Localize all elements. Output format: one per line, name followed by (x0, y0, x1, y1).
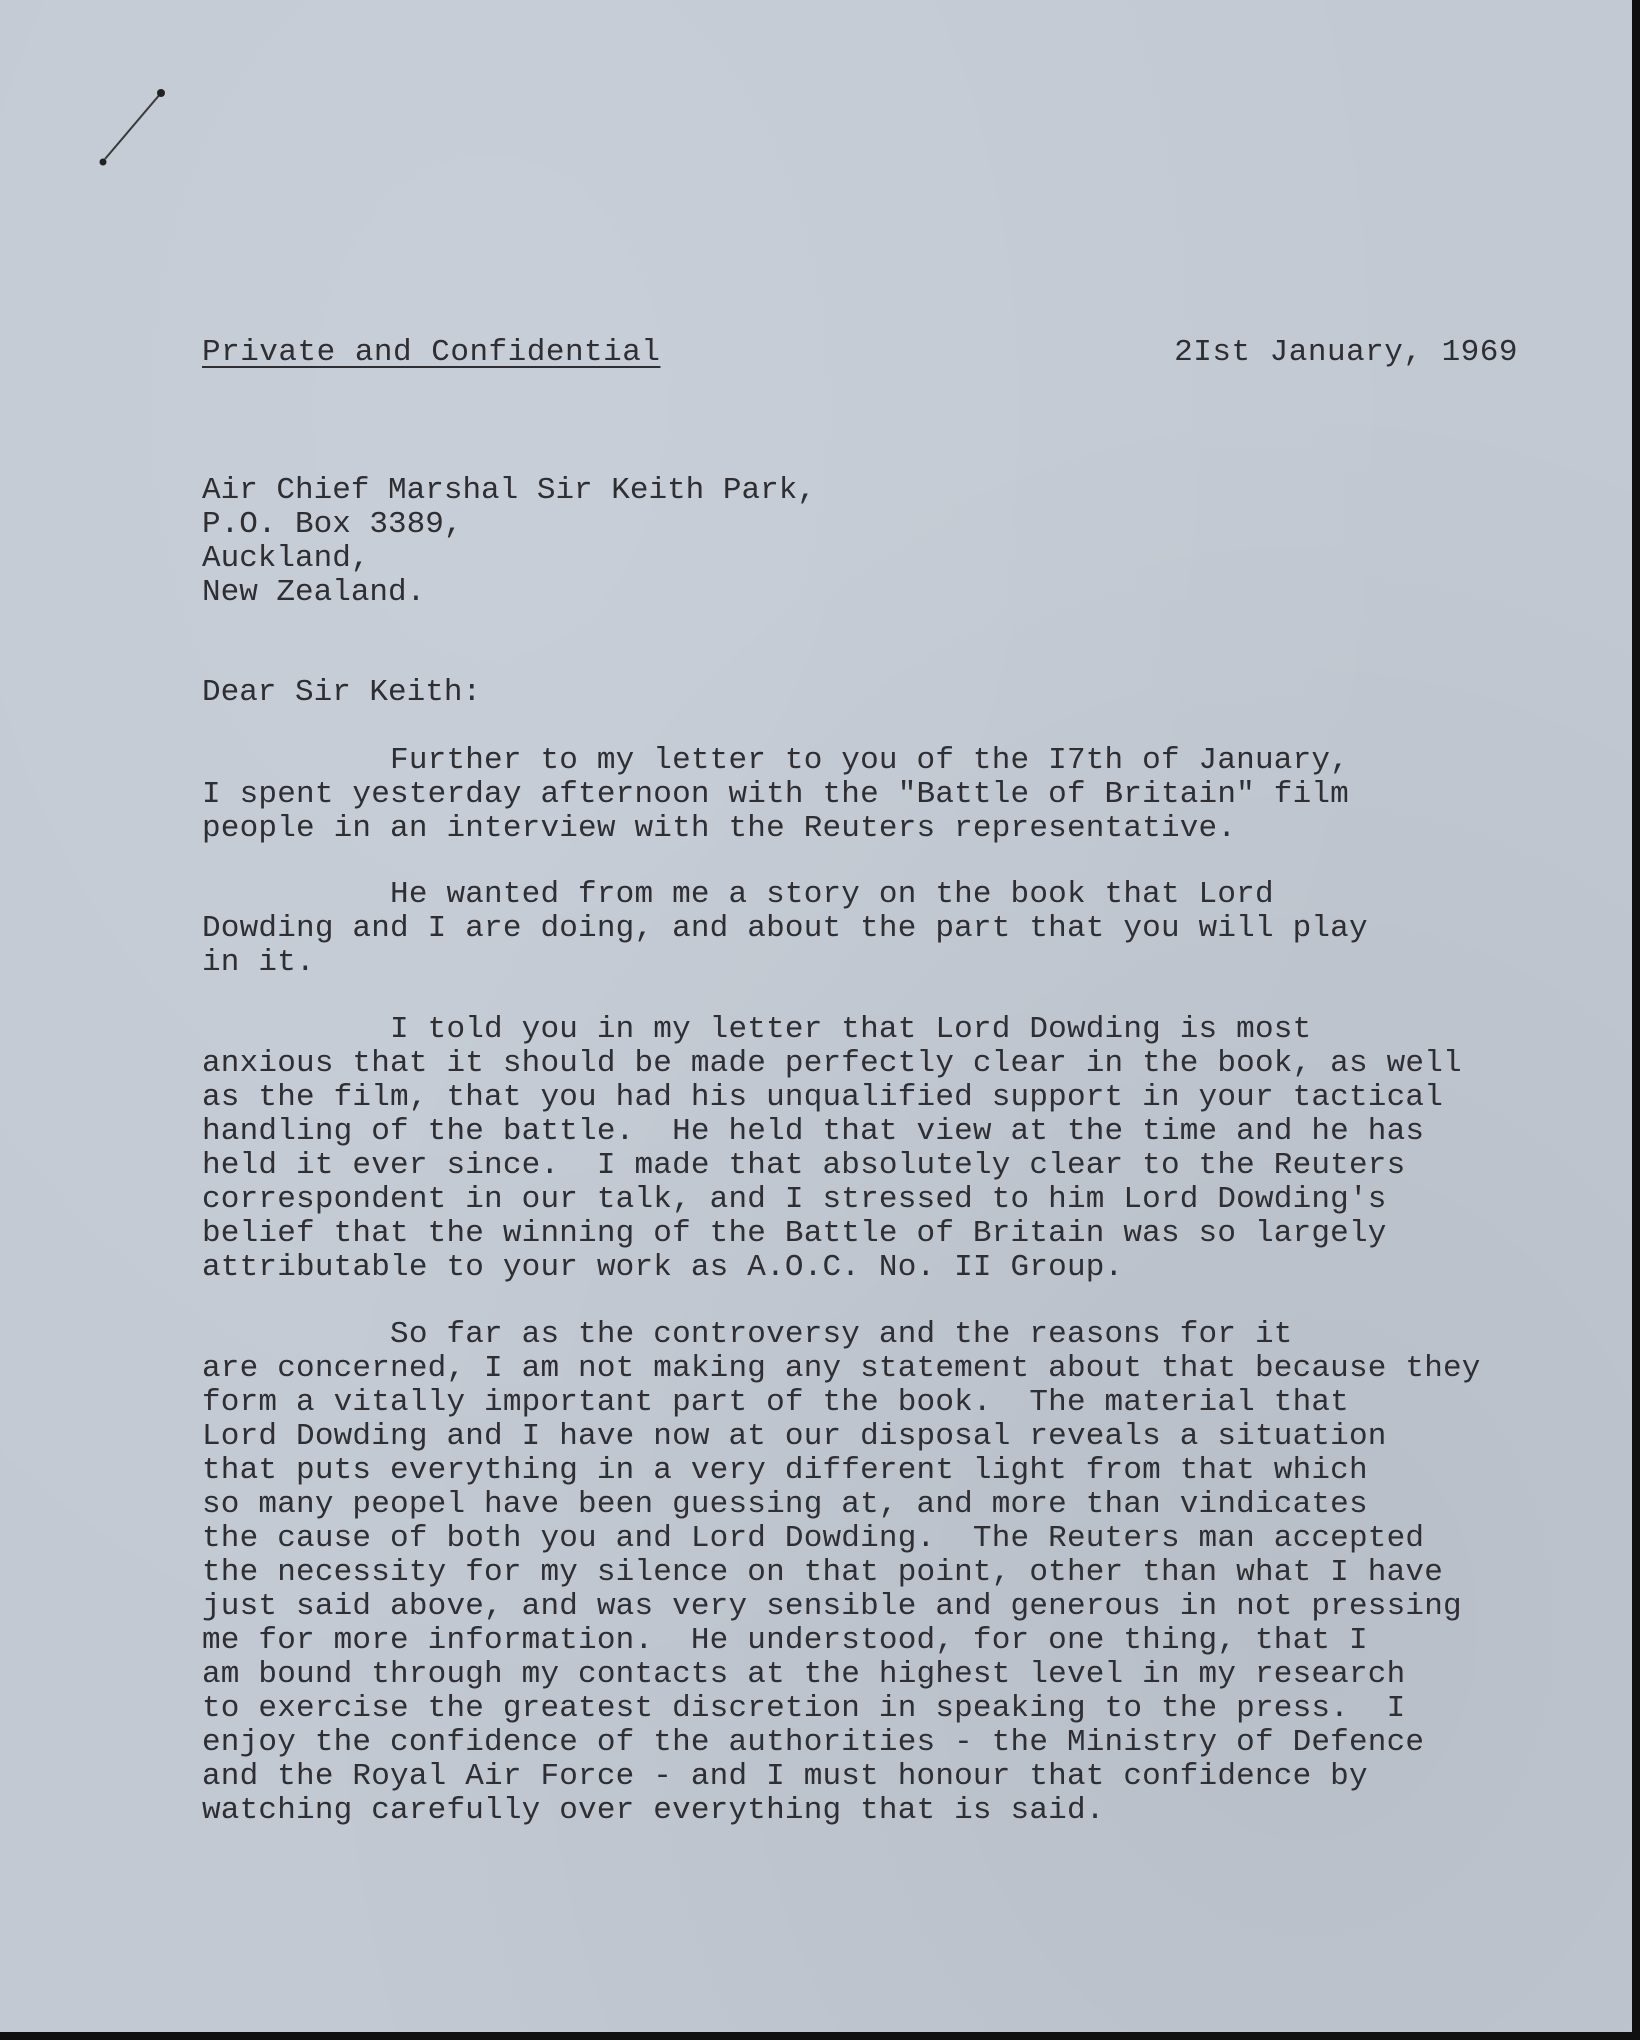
scan-edge-bottom (0, 2032, 1640, 2040)
scan-edge-right (1632, 0, 1640, 2040)
text-line: attributable to your work as A.O.C. No. II Group. (202, 1250, 1124, 1285)
text-line: in it. (202, 945, 315, 980)
text-line: the cause of both you and Lord Dowding. The Reuters man accepted (202, 1521, 1425, 1556)
text-line: handling of the battle. He held that view at the time and he has (202, 1114, 1425, 1149)
text-line: He wanted from me a story on the book that Lord (202, 877, 1274, 912)
text-line: belief that the winning of the Battle of Britain was so largely (202, 1216, 1387, 1251)
paragraph-4 (202, 1318, 1602, 1828)
text-line: Dowding and I are doing, and about the part that you will play (202, 911, 1368, 946)
text-line: to exercise the greatest discretion in speaking to the press. I (202, 1691, 1406, 1726)
text-line: So far as the controversy and the reasons for it (202, 1317, 1293, 1352)
text-line: Further to my letter to you of the I7th of January, (202, 743, 1349, 778)
text-line: held it ever since. I made that absolutely clear to the Reuters (202, 1148, 1406, 1183)
text-line: are concerned, I am not making any statement about that because they (202, 1351, 1481, 1386)
text-line: the necessity for my silence on that point, other than what I have (202, 1555, 1443, 1590)
text-line: watching carefully over everything that is said. (202, 1793, 1105, 1828)
text-line: me for more information. He understood, for one thing, that I (202, 1623, 1368, 1658)
paragraph-1 (202, 744, 1602, 846)
letter-heading (202, 336, 1518, 376)
text-line: enjoy the confidence of the authorities - the Ministry of Defence (202, 1725, 1425, 1760)
text-line: that puts everything in a very different light from that which (202, 1453, 1368, 1488)
address-line: New Zealand. (202, 575, 426, 610)
text-line: just said above, and was very sensible and generous in not pressing (202, 1589, 1462, 1624)
address-line: Auckland, (202, 541, 370, 576)
letter-date: 2Ist January, 1969 (1174, 335, 1518, 370)
paragraph-3 (202, 1013, 1602, 1285)
salutation: Dear Sir Keith: (202, 675, 482, 710)
text-line: and the Royal Air Force - and I must honour that confidence by (202, 1759, 1368, 1794)
text-line: people in an interview with the Reuters representative. (202, 811, 1237, 846)
confidential-heading: Private and Confidential (202, 335, 661, 370)
text-line: I told you in my letter that Lord Dowding is most (202, 1012, 1312, 1047)
text-line: I spent yesterday afternoon with the "Battle of Britain" film (202, 777, 1349, 812)
text-line: as the film, that you had his unqualified support in your tactical (202, 1080, 1443, 1115)
text-line: am bound through my contacts at the highest level in my research (202, 1657, 1406, 1692)
text-line: so many peopel have been guessing at, and more than vindicates (202, 1487, 1368, 1522)
text-line: anxious that it should be made perfectly clear in the book, as well (202, 1046, 1462, 1081)
paragraph-2 (202, 878, 1602, 980)
recipient-address (202, 474, 1102, 610)
text-line: correspondent in our talk, and I stressed to him Lord Dowding's (202, 1182, 1387, 1217)
text-line: form a vitally important part of the book. The material that (202, 1385, 1349, 1420)
staple-mark (95, 85, 175, 175)
address-line: Air Chief Marshal Sir Keith Park, (202, 473, 816, 508)
address-line: P.O. Box 3389, (202, 507, 463, 542)
text-line: Lord Dowding and I have now at our disposal reveals a situation (202, 1419, 1387, 1454)
